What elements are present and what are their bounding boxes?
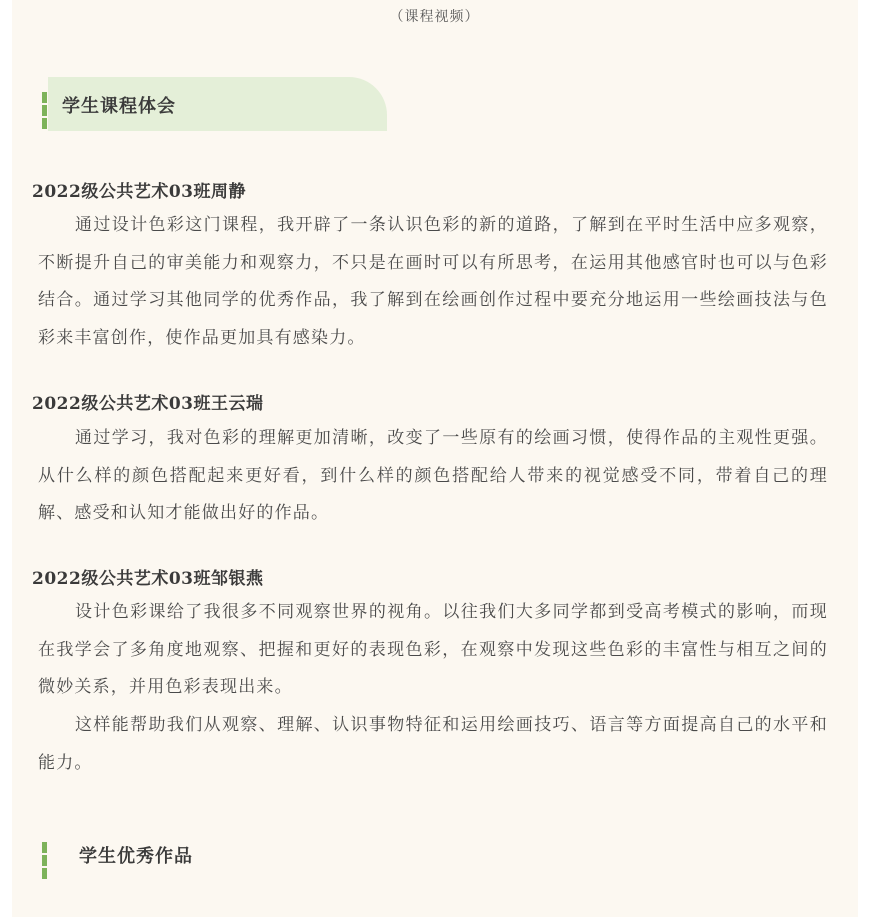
accent-bar-segment (42, 92, 47, 103)
section-header-student-works (42, 840, 342, 880)
section-title: 学生优秀作品 (79, 846, 193, 867)
accent-bar-segment (42, 105, 47, 116)
reflection-paragraph: 通过设计色彩这门课程，我开辟了一条认识色彩的新的道路，了解到在平时生活中应多观察，不断提升自己的审美能力和观察力，不只是在画时可以有所思考，在运用其他感官时也可以与色彩结合。通过学习其他同学的优秀作品，我了解到在绘画创作过程中要充分地运用一些绘画技法与色彩来丰富创作，使作品更加具有感染力。 (38, 215, 828, 348)
student-name: 2022级公共艺术03班王云瑞 (32, 394, 264, 414)
section-header-course-reflections (42, 77, 387, 131)
student-name: 2022级公共艺术03班周静 (32, 182, 246, 202)
student-name: 2022级公共艺术03班邹银燕 (32, 569, 264, 589)
reflection-paragraph: 通过学习，我对色彩的理解更加清晰，改变了一些原有的绘画习惯，使得作品的主观性更强。从什么样的颜色搭配起来更好看，到什么样的颜色搭配给人带来的视觉感受不同，带着自己的理解、感受和认知才能做出好的作品。 (38, 428, 828, 523)
accent-bar-segment (42, 118, 47, 129)
accent-bar-segment (42, 842, 47, 853)
reflection-paragraph: 设计色彩课给了我很多不同观察世界的视角。以往我们大多同学都到受高考模式的影响，而现在我学会了多角度地观察、把握和更好的表现色彩，在观察中发现这些色彩的丰富性与相互之间的微妙关系，并用色彩表现出来。 (38, 602, 828, 697)
accent-bar-segment (42, 855, 47, 866)
accent-bar-segment (42, 868, 47, 879)
video-caption: （课程视频） (389, 9, 480, 25)
section-title: 学生课程体会 (62, 96, 176, 117)
reflection-paragraph: 这样能帮助我们从观察、理解、认识事物特征和运用绘画技巧、语言等方面提高自己的水平和能力。 (38, 715, 828, 773)
